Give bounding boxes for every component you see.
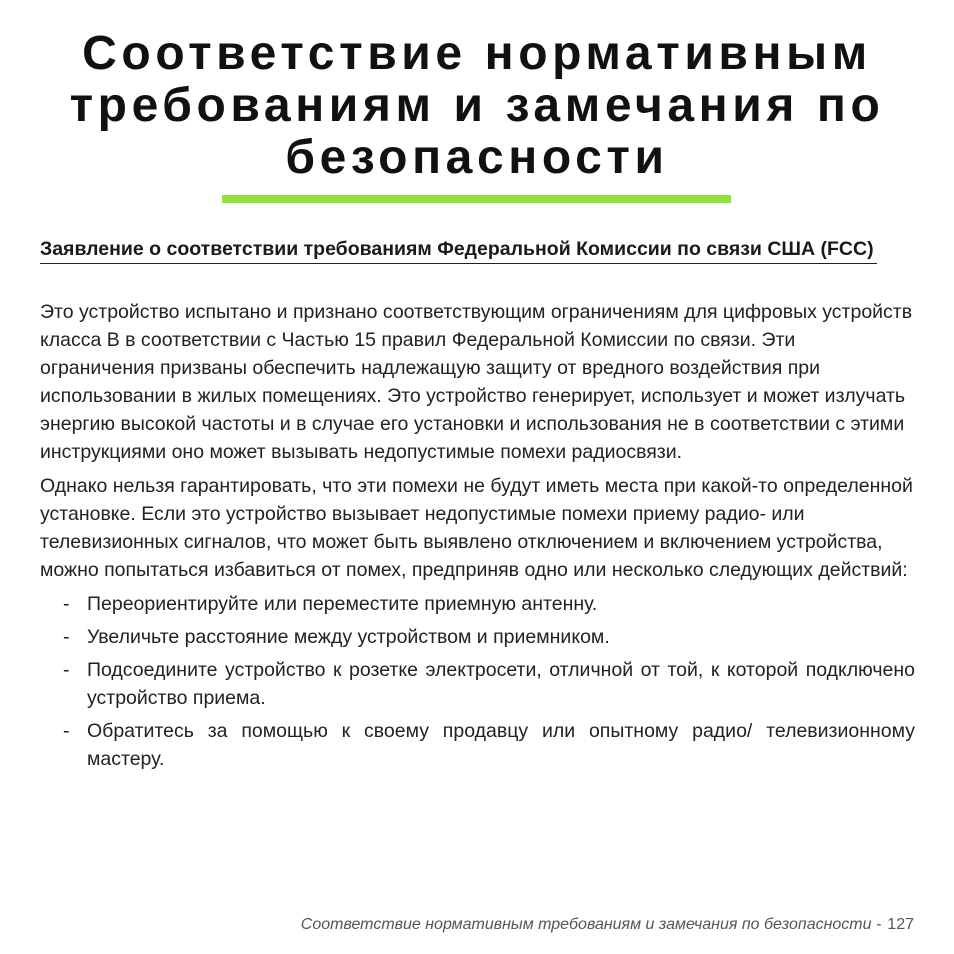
page-footer [301,916,914,934]
list-item-text: Обратитесь за помощью к своему продавцу или опытному радио/ телевизионному мастеру. [87,720,915,770]
page-number: 127 [887,916,914,933]
bullet-dash: - [63,593,70,615]
list-item [40,590,915,618]
list-item-text: Увеличьте расстояние между устройством и приемником. [87,626,610,648]
list-item-text: Переориентируйте или переместите приемную антенну. [87,593,598,615]
list-item-text: Подсоедините устройство к розетке электросети, отличной от той, к которой подключено устройство приема. [87,659,915,709]
bullet-list [40,590,915,773]
footer-running-title: Соответствие нормативным требованиям и замечания по безопасности - [300,916,882,933]
bullet-dash: - [63,720,70,742]
paragraph: Это устройство испытано и признано соответствующим ограничениям для цифровых устройств класса B в соответствии с Частью 15 правил Федеральной Комиссии по связи. Эти ограничения призваны обеспечить надлежащую защиту от вредного воздействия при использовании в жилых помещениях. Это устройство генерирует, использует и может излучать энергию высокой частоты и в случае его установки и использования не в соответствии с этими инструкциями оно может вызывать недопустимые помехи радиосвязи. [40,301,913,463]
bullet-dash: - [63,659,70,681]
list-item [40,717,915,773]
body-content [40,298,915,778]
list-item [40,656,915,712]
bullet-dash: - [63,626,70,648]
section-heading: Заявление о соответствии требованиям Федеральной Комиссии по связи США (FCC) [40,237,877,264]
title-underline-rule [222,195,731,203]
list-item [40,623,915,651]
page-title: Соответствие нормативным требованиям и замечания по безопасности [69,27,885,184]
paragraph: Однако нельзя гарантировать, что эти помехи не будут иметь места при какой-то определенной установке. Если это устройство вызывает недопустимые помехи приему радио- или телевизионных сигналов, что может быть выявлено отключением и включением устройства, можно попытаться избавиться от помех, предприняв одно или несколько следующих действий: [40,475,913,581]
